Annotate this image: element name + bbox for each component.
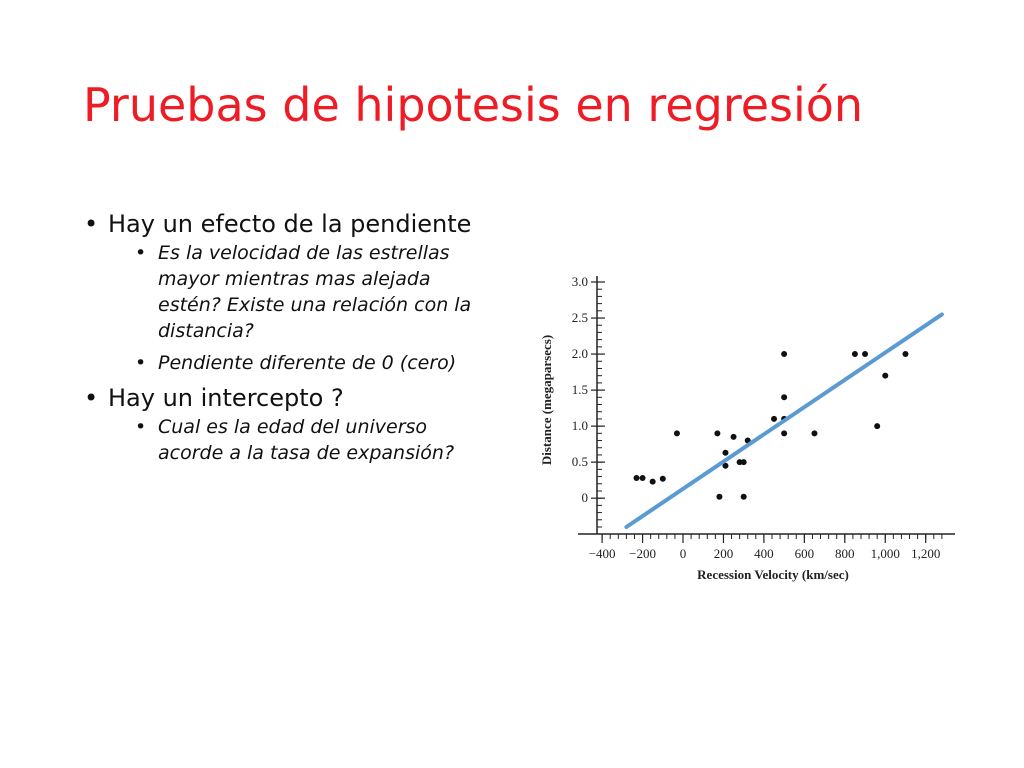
- data-point: [674, 430, 680, 436]
- data-point: [714, 430, 720, 436]
- x-tick-label: 0: [679, 546, 687, 561]
- data-point: [852, 351, 858, 357]
- sub-bullet-text: Cual es la edad del universo acorde a la tasa de expansión?: [158, 416, 455, 464]
- data-point: [862, 351, 868, 357]
- y-tick-label: 1.0: [571, 418, 588, 434]
- data-point: [771, 416, 777, 422]
- data-point: [731, 434, 737, 440]
- sub-bullet-slope-nonzero: [108, 350, 484, 376]
- data-point: [633, 475, 639, 481]
- bullet-list: [84, 208, 484, 472]
- data-point: [741, 459, 747, 465]
- bullet-intercept: [84, 382, 484, 466]
- bullet-text: Hay un intercepto ?: [108, 384, 344, 412]
- data-point: [640, 475, 646, 481]
- data-point: [811, 430, 817, 436]
- y-tick-label: 1.5: [571, 382, 588, 398]
- data-point: [781, 351, 787, 357]
- data-point: [650, 479, 656, 485]
- x-tick-label: 1,000: [870, 546, 900, 561]
- scatter-chart: [520, 262, 970, 592]
- chart-points: [633, 351, 908, 500]
- chart-trend: [626, 314, 942, 527]
- data-point: [716, 494, 722, 500]
- x-tick-label: 800: [835, 546, 855, 561]
- sub-bullet-universe-age: [108, 414, 484, 466]
- y-tick-label: 2.5: [571, 310, 588, 326]
- scatter-chart-svg: [520, 262, 970, 592]
- data-point: [722, 450, 728, 456]
- x-tick-label: 200: [713, 546, 734, 561]
- y-tick-label: 0.5: [571, 454, 588, 470]
- sub-bullet-velocity-question: [108, 240, 484, 344]
- x-tick-label: 600: [794, 546, 815, 561]
- y-tick-label: 2.0: [571, 346, 588, 362]
- data-point: [741, 494, 747, 500]
- sub-bullet-text: Pendiente diferente de 0 (cero): [158, 352, 457, 374]
- regression-line: [626, 314, 942, 527]
- x-axis-title: Recession Velocity (km/sec): [697, 567, 849, 582]
- x-tick-label: 400: [754, 546, 774, 561]
- data-point: [660, 476, 666, 482]
- data-point: [902, 351, 908, 357]
- chart-axes: [572, 274, 955, 561]
- y-axis-title: Distance (megaparsecs): [539, 334, 554, 466]
- sub-bullet-text: Es la velocidad de las estrellas mayor mientras mas alejada estén? Existe una relación con la distancia?: [158, 242, 472, 342]
- data-point: [781, 430, 787, 436]
- x-tick-label: −400: [588, 546, 616, 561]
- bullet-text: Hay un efecto de la pendiente: [108, 210, 472, 238]
- x-tick-label: −200: [629, 546, 656, 561]
- data-point: [781, 394, 787, 400]
- slide-title: Pruebas de hipotesis en regresión: [83, 78, 864, 132]
- y-tick-label: 0: [581, 490, 588, 506]
- x-tick-label: 1,200: [911, 546, 941, 561]
- data-point: [874, 423, 880, 429]
- y-tick-label: 3.0: [571, 274, 588, 289]
- data-point: [882, 373, 888, 379]
- bullet-slope-effect: [84, 208, 484, 376]
